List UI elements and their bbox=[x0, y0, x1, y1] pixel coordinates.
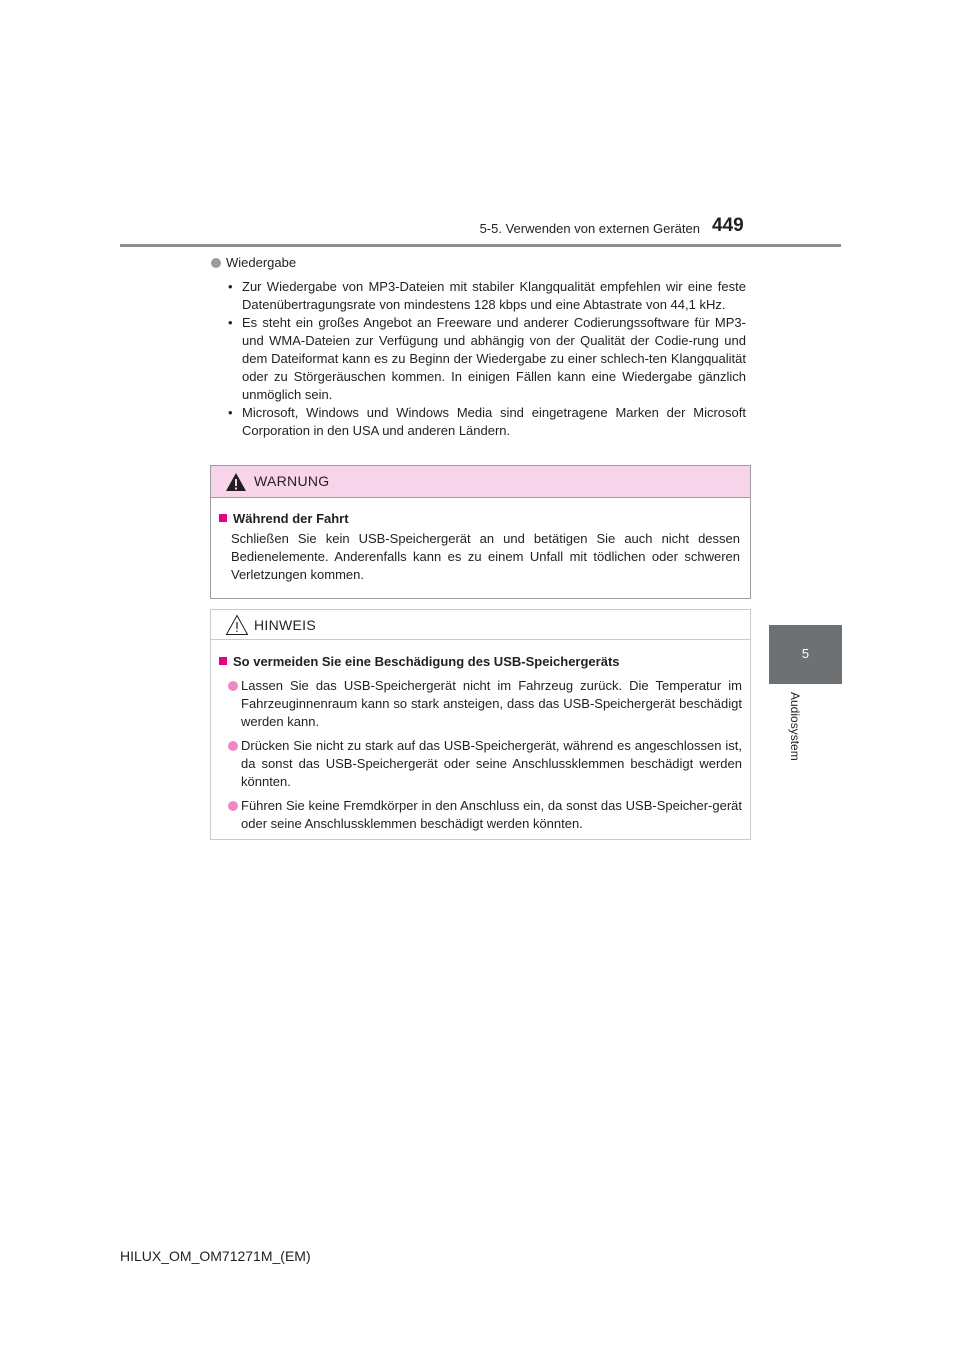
chapter-label: Audiosystem bbox=[788, 692, 802, 761]
page-number: 449 bbox=[712, 215, 744, 236]
playback-section bbox=[211, 254, 746, 440]
bullet-text: Es steht ein großes Angebot an Freeware und anderer Codierungssoftware für MP3- und WMA-Dateien zur Verfügung und abhängig von der Qualität der Codie-rung und dem Dateiformat kann es zu Beginn der Wiedergabe zu einer schlech-ten Klangqualität oder zu Störgeräuschen kommen. In einigen Fällen kann eine Wiedergabe gänzlich unmöglich sein. bbox=[242, 315, 746, 402]
document-code: HILUX_OM_OM71271M_(EM) bbox=[120, 1248, 311, 1264]
list-item bbox=[211, 314, 746, 404]
warning-subheading-row bbox=[219, 510, 740, 528]
warning-body bbox=[211, 498, 750, 584]
bullet-text: Zur Wiedergabe von MP3-Dateien mit stabiler Klangqualität empfehlen wir eine feste Datenübertragungsrate von mindestens 128 kbps und eine Abtastrate von 44,1 kHz. bbox=[242, 279, 746, 312]
pink-dot-icon bbox=[228, 741, 238, 751]
list-item bbox=[211, 404, 746, 440]
list-item bbox=[219, 677, 742, 731]
notice-subheading-row bbox=[219, 653, 742, 671]
notice-subheading: So vermeiden Sie eine Beschädigung des USB-Speichergeräts bbox=[233, 654, 620, 669]
notice-header bbox=[211, 610, 750, 640]
chapter-label-container bbox=[788, 692, 802, 772]
bullet-text: Microsoft, Windows und Windows Media sind eingetragene Marken der Microsoft Corporation in den USA und anderen Ländern. bbox=[242, 405, 746, 438]
pink-square-icon bbox=[219, 657, 227, 665]
pink-dot-icon bbox=[228, 681, 238, 691]
playback-heading-row bbox=[211, 254, 746, 272]
warning-text: Schließen Sie kein USB-Speichergerät an und betätigen Sie auch nicht dessen Bedienelemente. Anderenfalls kann es zu einem Unfall mit tödlichen oder schweren Verletzungen kommen. bbox=[231, 531, 740, 582]
warning-subheading: Während der Fahrt bbox=[233, 511, 349, 526]
pink-square-icon bbox=[219, 514, 227, 522]
chapter-number: 5 bbox=[801, 646, 810, 661]
grey-dot-icon bbox=[211, 258, 221, 268]
header-rule bbox=[120, 244, 841, 247]
pink-dot-icon bbox=[228, 801, 238, 811]
warning-header bbox=[211, 466, 750, 498]
warning-box bbox=[210, 465, 751, 599]
bullet-icon: • bbox=[228, 405, 233, 420]
list-item bbox=[219, 797, 742, 833]
notice-body bbox=[211, 640, 750, 833]
playback-heading: Wiedergabe bbox=[226, 255, 297, 270]
notice-item-text: Führen Sie keine Fremdkörper in den Anschluss ein, da sonst das USB-Speicher-gerät oder seine Anschlussklemmen beschädigt werden könnten. bbox=[241, 798, 742, 831]
bullet-icon: • bbox=[228, 315, 233, 330]
notice-item-text: Drücken Sie nicht zu stark auf das USB-Speichergerät, während es angeschlossen ist, da sonst das USB-Speichergerät oder seine Anschlussklemmen beschädigt werden könnten. bbox=[241, 738, 742, 789]
list-item bbox=[219, 737, 742, 791]
warning-triangle-icon bbox=[225, 472, 247, 492]
notice-item-text: Lassen Sie das USB-Speichergerät nicht im Fahrzeug zurück. Die Temperatur im Fahrzeuginnenraum kann so stark ansteigen, dass das USB-Speichergerät beschädigt werden kann. bbox=[241, 678, 742, 729]
warning-title: WARNUNG bbox=[254, 473, 330, 489]
section-title: 5-5. Verwenden von externen Geräten bbox=[479, 221, 700, 236]
bullet-icon: • bbox=[228, 279, 233, 294]
list-item bbox=[211, 278, 746, 314]
notice-title: HINWEIS bbox=[254, 617, 316, 633]
notice-box bbox=[210, 609, 751, 840]
caution-triangle-outline-icon bbox=[225, 614, 249, 636]
